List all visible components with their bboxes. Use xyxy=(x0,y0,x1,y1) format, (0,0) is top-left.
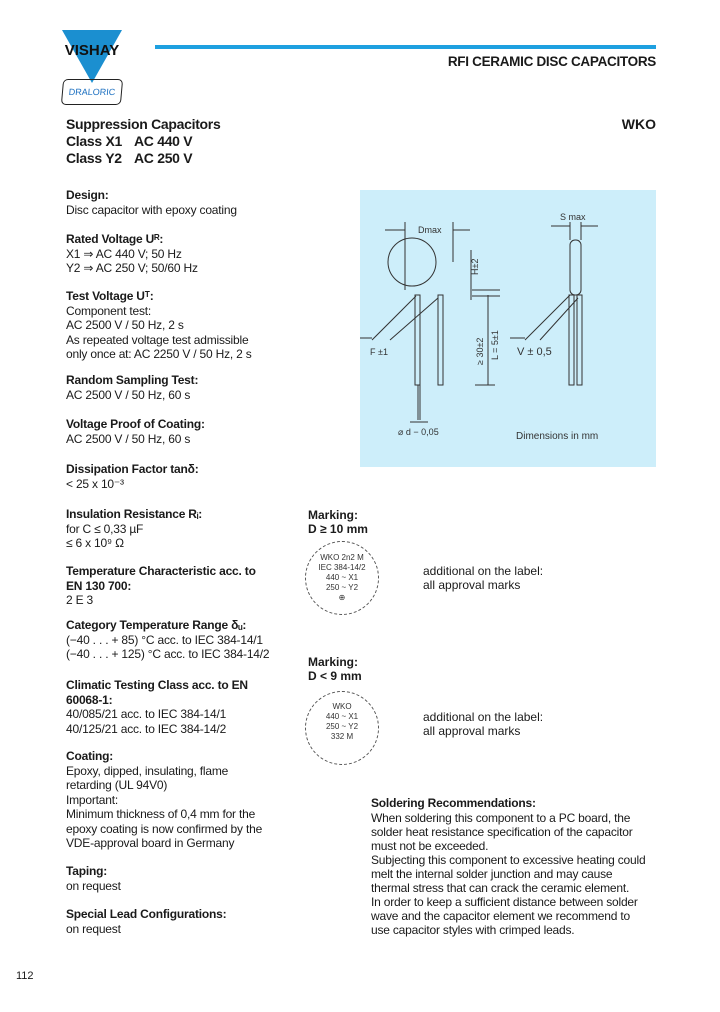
section-line: epoxy coating is now confirmed by the xyxy=(66,821,263,836)
spec-section xyxy=(66,188,346,217)
section-line: As repeated voltage test admissible xyxy=(66,332,249,347)
spec-section xyxy=(66,678,346,736)
soldering-line: thermal stress that can crack the ceramic element. xyxy=(371,881,630,895)
d-label: ⌀ d − 0,05 xyxy=(398,427,439,437)
disc-text: WKO 2n2 M xyxy=(320,553,364,562)
soldering-line: wave and the capacitor element we recommend to xyxy=(371,909,630,923)
section-line: < 25 x 10⁻³ xyxy=(66,476,124,491)
section-heading: Special Lead Configurations: xyxy=(66,907,227,921)
h-label: H±2 xyxy=(470,258,480,275)
spec-section xyxy=(66,907,346,936)
marking-size: D ≥ 10 mm xyxy=(308,522,368,536)
section-line: AC 2500 V / 50 Hz, 60 s xyxy=(66,387,191,402)
soldering-recommendations xyxy=(371,796,661,937)
l2-label: L = 5±1 xyxy=(490,330,500,360)
section-line: for C ≤ 0,33 µF xyxy=(66,521,144,536)
marking-note: all approval marks xyxy=(423,724,521,738)
spec-section xyxy=(66,864,346,893)
disc-text: 440 ~ X1 xyxy=(325,712,359,721)
header-rule xyxy=(155,45,656,49)
header-title: RFI CERAMIC DISC CAPACITORS xyxy=(447,54,656,69)
section-heading: Test Voltage Uᵀ: xyxy=(66,289,154,303)
section-line: X1 ⇒ AC 440 V; 50 Hz xyxy=(66,246,182,261)
section-heading: Dissipation Factor tanδ: xyxy=(66,462,199,476)
spec-section xyxy=(66,289,346,362)
approval-mark-icon: ⊕ xyxy=(338,593,346,602)
spec-section xyxy=(66,564,346,608)
section-line: (−40 . . . + 125) °C acc. to IEC 384-14/2 xyxy=(66,647,270,661)
disc-text: 250 ~ Y2 xyxy=(325,722,359,731)
section-line: Important: xyxy=(66,792,119,807)
disc-text: WKO xyxy=(332,702,352,711)
marking-disc xyxy=(305,691,379,765)
product-code: WKO xyxy=(621,116,656,132)
soldering-line: solder heat resistance specification of the capacitor xyxy=(371,825,633,839)
section-line: Disc capacitor with epoxy coating xyxy=(66,202,237,217)
section-line: 40/085/21 acc. to IEC 384-14/1 xyxy=(66,707,227,721)
marking-block xyxy=(308,508,568,602)
section-heading: Random Sampling Test: xyxy=(66,373,199,387)
section-line: Component test: xyxy=(66,303,152,318)
l1-label: ≥ 30±2 xyxy=(475,337,485,365)
section-heading: Coating: xyxy=(66,749,114,763)
section-line: on request xyxy=(66,921,121,936)
section-line: 40/125/21 acc. to IEC 384-14/2 xyxy=(66,721,227,736)
disc-text: 332 M xyxy=(330,732,354,741)
disc-text: 250 ~ Y2 xyxy=(325,583,359,592)
marking-heading: Marking: xyxy=(308,508,359,522)
marking-note: additional on the label: xyxy=(423,564,544,578)
soldering-line: must not be exceeded. xyxy=(371,839,489,853)
spec-section xyxy=(66,462,346,491)
spec-section xyxy=(66,507,346,551)
dmax-label: Dmax xyxy=(418,225,442,235)
section-line: Epoxy, dipped, insulating, flame xyxy=(66,763,229,778)
section-line: ≤ 6 x 10⁹ Ω xyxy=(66,536,124,550)
section-line: (−40 . . . + 85) °C acc. to IEC 384-14/1 xyxy=(66,632,263,647)
soldering-line: In order to keep a sufficient distance between solder xyxy=(371,895,638,909)
section-line: 2 E 3 xyxy=(66,593,94,607)
section-line: on request xyxy=(66,878,121,893)
dimension-diagram xyxy=(360,190,656,467)
svg-text:VISHAY: VISHAY xyxy=(64,42,120,59)
soldering-heading: Soldering Recommendations: xyxy=(371,796,536,810)
y2-voltage: AC 250 V xyxy=(134,150,193,166)
section-heading: Voltage Proof of Coating: xyxy=(66,417,205,431)
section-line: AC 2500 V / 50 Hz, 2 s xyxy=(66,318,184,332)
section-heading: Taping: xyxy=(66,864,108,878)
draloric-logo xyxy=(61,79,123,105)
marking-note: all approval marks xyxy=(423,578,521,592)
spec-section xyxy=(66,417,346,446)
marking-heading: Marking: xyxy=(308,655,359,669)
marking-note: additional on the label: xyxy=(423,710,544,724)
disc-text: IEC 384-14/2 xyxy=(318,563,366,572)
section-line: only once at: AC 2250 V / 50 Hz, 2 s xyxy=(66,347,252,361)
section-heading: Category Temperature Range δᵤ: xyxy=(66,618,247,632)
section-heading: Insulation Resistance Rᵢ: xyxy=(66,507,203,521)
smax-label: S max xyxy=(560,212,586,222)
section-line: retarding (UL 94V0) xyxy=(66,778,168,792)
diagram-caption: Dimensions in mm xyxy=(516,431,599,442)
product-title xyxy=(66,116,220,167)
soldering-line: When soldering this component to a PC board, the xyxy=(371,811,631,825)
soldering-line: use capacitor styles with crimped leads. xyxy=(371,923,575,937)
title-line: Suppression Capacitors xyxy=(66,116,221,132)
section-line: VDE-approval board in Germany xyxy=(66,836,235,850)
disc-text: 440 ~ X1 xyxy=(325,573,359,582)
soldering-line: melt the internal solder junction and may cause xyxy=(371,867,613,881)
marking-block xyxy=(308,655,568,741)
x1-voltage: AC 440 V xyxy=(134,133,193,149)
marking-size: D < 9 mm xyxy=(308,669,362,683)
soldering-line: Subjecting this component to excessive heating could xyxy=(371,853,646,867)
page-number: 112 xyxy=(16,970,34,982)
section-heading: Temperature Characteristic acc. to EN 130 700: xyxy=(66,564,256,593)
class-y2: Class Y2 xyxy=(66,150,122,166)
section-line: Y2 ⇒ AC 250 V; 50/60 Hz xyxy=(66,261,198,275)
section-line: AC 2500 V / 50 Hz, 60 s xyxy=(66,431,191,446)
marking-disc xyxy=(305,541,379,615)
draloric-text: DRALORIC xyxy=(68,87,116,97)
v-label: V ± 0,5 xyxy=(517,346,552,358)
section-heading: Design: xyxy=(66,188,109,202)
spec-section xyxy=(66,373,346,402)
class-x1: Class X1 xyxy=(66,133,122,149)
spec-section xyxy=(66,618,346,662)
section-heading: Rated Voltage Uᴿ: xyxy=(66,232,164,246)
spec-section xyxy=(66,232,346,276)
f-label: F ±1 xyxy=(370,347,388,357)
section-heading: Climatic Testing Class acc. to EN 60068-1: xyxy=(66,678,248,707)
spec-section xyxy=(66,749,346,851)
section-line: Minimum thickness of 0,4 mm for the xyxy=(66,807,256,821)
